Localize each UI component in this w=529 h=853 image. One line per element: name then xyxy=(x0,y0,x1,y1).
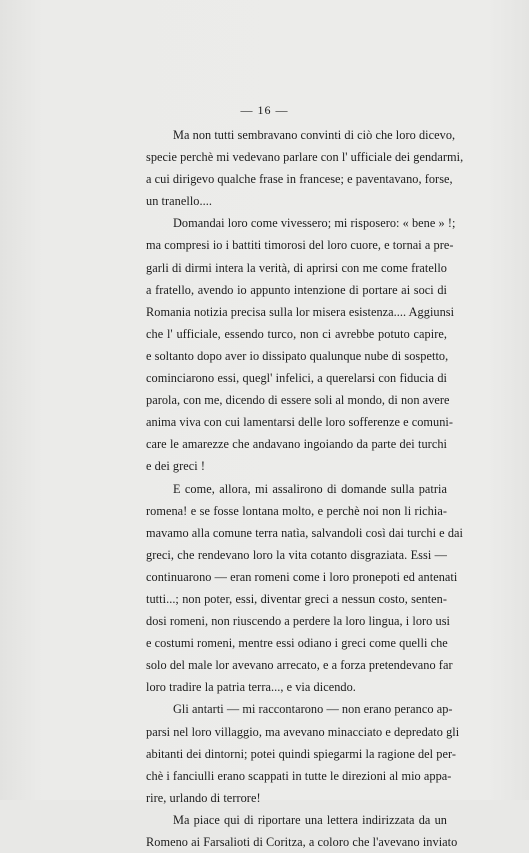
text-line: garli di dirmi intera la verità, di aprirsi con me come fratello xyxy=(146,260,447,275)
text-line: Ma piace qui di riportare una lettera indirizzata da un xyxy=(173,812,447,827)
text-line: Romeno ai Farsalioti di Coritza, a coloro che l'avevano inviato xyxy=(146,835,458,849)
text-line: rire, urlando di terrore! xyxy=(146,790,261,805)
text-line: anima viva con cui lamentarsi delle loro sofferenze e comuni- xyxy=(146,415,454,430)
text-line: tutti...; non poter, essi, diventar greci a nessun costo, senten- xyxy=(146,591,447,606)
text-line: dosi romeni, non riuscendo a perdere la loro lingua, i loro usi xyxy=(146,614,451,629)
text-line: cominciarono essi, quegl' infelici, a querelarsi con fiducia di xyxy=(146,371,447,386)
text-line: specie perchè mi vedevano parlare con l' ufficiale dei gendarmi, xyxy=(146,150,464,165)
text-line: E come, allora, mi assalirono di domande sulla patria xyxy=(173,481,447,496)
text-line: greci, che rendevano loro la vita cotanto disgraziata. Essi — xyxy=(146,547,447,562)
text-line: e costumi romeni, mentre essi odiano i greci come quelli che xyxy=(146,636,448,651)
text-line: a fratello, avendo io appunto intenzione di portare ai soci di xyxy=(146,282,447,297)
text-line: ma compresi io i battiti timorosi del loro cuore, e tornai a pre- xyxy=(146,238,454,253)
text-line: Gli antarti — mi raccontarono — non erano peranco ap- xyxy=(173,702,453,717)
text-line: e soltanto dopo aver io dissipato qualunque nube di sospetto, xyxy=(146,348,449,363)
text-line: e dei greci ! xyxy=(146,459,206,474)
text-line: abitanti dei dintorni; potei quindi spiegarmi la ragione del per- xyxy=(146,746,456,761)
text-line: solo del male lor avevano arrecato, e a forza pretendevano far xyxy=(146,658,453,673)
text-line: loro tradire la patria terra..., e via dicendo. xyxy=(146,680,356,695)
text-line: a cui dirigevo qualche frase in francese; e paventavano, forse, xyxy=(146,172,453,187)
text-line: care le amarezze che andavano ingoiando da parte dei turchi xyxy=(146,437,447,452)
page-number: — 16 — xyxy=(240,103,289,117)
text-line: un tranello.... xyxy=(146,194,212,209)
text-line: Romania notizia precisa sulla lor misera esistenza.... Aggiunsi xyxy=(146,304,455,319)
text-line: parsi nel loro villaggio, ma avevano minacciato e depredato gli xyxy=(146,724,460,739)
text-line: Ma non tutti sembravano convinti di ciò che loro dicevo, xyxy=(173,128,456,142)
body-text xyxy=(146,124,464,853)
text-line: che l' ufficiale, essendo turco, non ci avrebbe potuto capire, xyxy=(146,326,447,341)
text-line: chè i fanciulli erano scappati in tutte le direzioni al mio appa- xyxy=(146,768,452,783)
text-line: Domandai loro come vivessero; mi risposero: « bene » !; xyxy=(173,216,456,231)
text-line: mavamo alla comune terra natìa, salvandoli così dai turchi e dai xyxy=(146,525,463,540)
text-line: romena! e se fosse lontana molto, e perchè noi non li richia- xyxy=(146,503,447,518)
text-line: parola, con me, dicendo di essere soli al mondo, di non avere xyxy=(146,393,450,408)
text-line: continuarono — eran romeni come i loro pronepoti ed antenati xyxy=(146,569,458,584)
